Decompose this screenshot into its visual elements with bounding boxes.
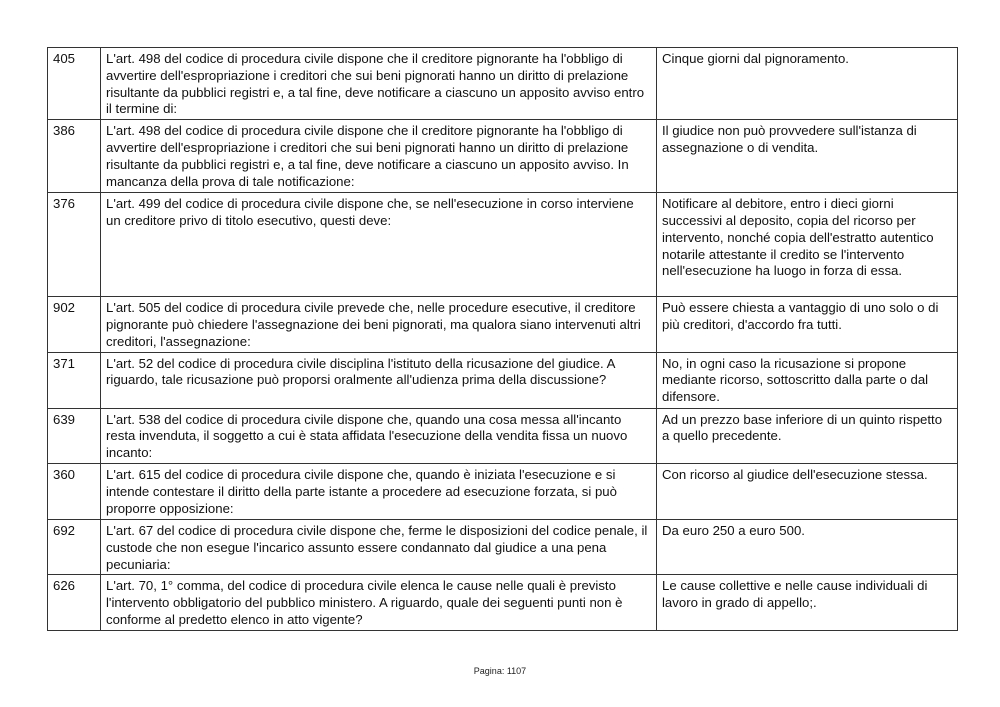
answer-text-cell: No, in ogni caso la ricusazione si propone mediante ricorso, sottoscritto dalla parte o dal difensore. (657, 352, 958, 408)
answer-text-cell: Le cause collettive e nelle cause individuali di lavoro in grado di appello;. (657, 575, 958, 630)
question-text-cell: L'art. 70, 1° comma, del codice di procedura civile elenca le cause nelle quali è previsto l'intervento obbligatorio del pubblico ministero. A riguardo, quale dei seguenti punti non è conforme al predetto elenco in atto vigente? (101, 575, 657, 630)
table-row (48, 519, 958, 574)
question-text-cell: L'art. 538 del codice di procedura civile dispone che, quando una cosa messa all'incanto resta invenduta, il soggetto a cui è stata affidata l'esecuzione della vendita fissa un nuovo incanto: (101, 408, 657, 463)
question-id-cell: 626 (48, 575, 101, 630)
question-id-cell: 639 (48, 408, 101, 463)
table-row (48, 193, 958, 297)
question-id-cell: 405 (48, 48, 101, 120)
table-row (48, 48, 958, 120)
question-text-cell: L'art. 498 del codice di procedura civile dispone che il creditore pignorante ha l'obbligo di avvertire dell'espropriazione i creditori che sui beni pignorati hanno un diritto di prelazione risultante da pubblici registri e, a tal fine, deve notificare a ciascuno un apposito avviso entro il termine di: (101, 48, 657, 120)
table-row (48, 575, 958, 630)
question-id-cell: 376 (48, 193, 101, 297)
question-id-cell: 360 (48, 463, 101, 519)
table-row (48, 408, 958, 463)
question-text-cell: L'art. 67 del codice di procedura civile dispone che, ferme le disposizioni del codice penale, il custode che non esegue l'incarico assunto essere condannato dal giudice a una pena pecuniaria: (101, 519, 657, 574)
answer-text-cell: Notificare al debitore, entro i dieci giorni successivi al deposito, copia del ricorso per intervento, nonché copia dell'estratto autentico notarile attestante il credito se l'intervento nell'esecuzione ha luogo in forza di essa. (657, 193, 958, 297)
table-row (48, 297, 958, 352)
answer-text-cell: Può essere chiesta a vantaggio di uno solo o di più creditori, d'accordo fra tutti. (657, 297, 958, 352)
question-id-cell: 371 (48, 352, 101, 408)
question-id-cell: 902 (48, 297, 101, 352)
questions-table (47, 47, 958, 631)
question-id-cell: 386 (48, 120, 101, 193)
question-text-cell: L'art. 52 del codice di procedura civile disciplina l'istituto della ricusazione del giudice. A riguardo, tale ricusazione può proporsi oralmente all'udienza prima della discussione? (101, 352, 657, 408)
question-text-cell: L'art. 505 del codice di procedura civile prevede che, nelle procedure esecutive, il creditore pignorante può chiedere l'assegnazione dei beni pignorati, ma qualora siano intervenuti altri creditori, l'assegnazione: (101, 297, 657, 352)
page-number: Pagina: 1107 (473, 666, 527, 676)
answer-text-cell: Da euro 250 a euro 500. (657, 519, 958, 574)
table-row (48, 463, 958, 519)
question-id-cell: 692 (48, 519, 101, 574)
answer-text-cell: Il giudice non può provvedere sull'istanza di assegnazione o di vendita. (657, 120, 958, 193)
question-text-cell: L'art. 498 del codice di procedura civile dispone che il creditore pignorante ha l'obbligo di avvertire dell'espropriazione i creditori che sui beni pignorati hanno un diritto di prelazione risultante da pubblici registri e, a tal fine, deve notificare a ciascuno un apposito avviso. In mancanza della prova di tale notificazione: (101, 120, 657, 193)
table-row (48, 120, 958, 193)
question-text-cell: L'art. 499 del codice di procedura civile dispone che, se nell'esecuzione in corso interviene un creditore privo di titolo esecutivo, questi deve: (101, 193, 657, 297)
answer-text-cell: Cinque giorni dal pignoramento. (657, 48, 958, 120)
question-text-cell: L'art. 615 del codice di procedura civile dispone che, quando è iniziata l'esecuzione e si intende contestare il diritto della parte istante a procedere ad esecuzione forzata, si può proporre opposizione: (101, 463, 657, 519)
table-row (48, 352, 958, 408)
answer-text-cell: Con ricorso al giudice dell'esecuzione stessa. (657, 463, 958, 519)
answer-text-cell: Ad un prezzo base inferiore di un quinto rispetto a quello precedente. (657, 408, 958, 463)
questions-table-body (48, 48, 958, 631)
